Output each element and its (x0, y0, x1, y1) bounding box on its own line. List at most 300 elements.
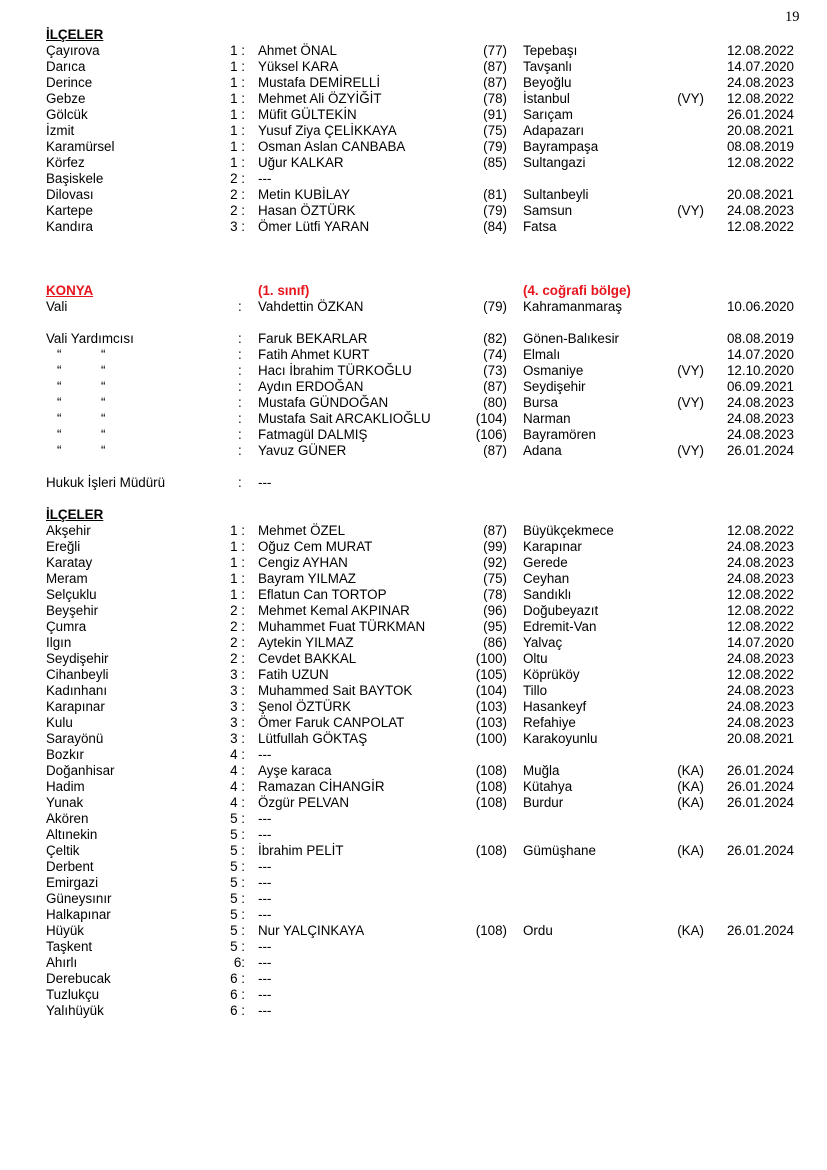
governor-label: Vali (46, 299, 68, 314)
previous-post: Sultanbeyli (523, 187, 589, 202)
term-number: (108) (475, 923, 507, 938)
governor-name: Müfit GÜLTEKİN (258, 107, 357, 122)
district-name: Hadim (46, 779, 85, 794)
previous-post: Ceyhan (523, 571, 570, 586)
district-rank: 3 : (230, 731, 245, 746)
appointment-date: 12.08.2022 (726, 523, 794, 538)
appointment-date: 12.08.2022 (726, 667, 794, 682)
district-rank: 5 : (230, 843, 245, 858)
table-row (0, 587, 827, 603)
district-name: Ilgın (46, 635, 72, 650)
district-rank: 3 : (230, 667, 245, 682)
term-number: (86) (483, 635, 507, 650)
term-number: (77) (483, 43, 507, 58)
governor-date: 10.06.2020 (726, 299, 794, 314)
governor-name: Uğur KALKAR (258, 155, 344, 170)
konya-districts-section (0, 507, 827, 1019)
table-row (0, 219, 827, 235)
table-row (0, 379, 827, 395)
previous-post: Karakoyunlu (523, 731, 598, 746)
previous-post: Narman (523, 411, 571, 426)
deputy-name: Mustafa Sait ARCAKLIOĞLU (258, 411, 431, 426)
district-rank: 3 : (230, 683, 245, 698)
appointment-date: 24.08.2023 (726, 555, 794, 570)
term-number: (104) (475, 411, 507, 426)
table-row (0, 763, 827, 779)
district-name: Sarayönü (46, 731, 104, 746)
governor-name: Oğuz Cem MURAT (258, 539, 373, 554)
deputy-colon: : (238, 347, 242, 362)
district-rank: 5 : (230, 891, 245, 906)
table-row (0, 523, 827, 539)
previous-post: Ordu (523, 923, 553, 938)
appointment-date: 08.08.2019 (726, 331, 794, 346)
status-code: (VY) (677, 395, 704, 410)
table-row (0, 347, 827, 363)
district-rank: 2 : (230, 651, 245, 666)
previous-post: Osmaniye (523, 363, 584, 378)
term-number: (92) (483, 555, 507, 570)
appointment-date: 12.08.2022 (726, 587, 794, 602)
district-name: Ahırlı (46, 955, 78, 970)
status-code: (VY) (677, 203, 704, 218)
kocaeli-districts-section (0, 27, 827, 235)
appointment-date: 24.08.2023 (726, 75, 794, 90)
district-name: Kulu (46, 715, 73, 730)
table-row (0, 539, 827, 555)
district-rank: 1 : (230, 59, 245, 74)
previous-post: Sandıklı (523, 587, 572, 602)
status-code: (KA) (677, 923, 704, 938)
governor-name: Cevdet BAKKAL (258, 651, 357, 666)
term-number: (104) (475, 683, 507, 698)
governor-name: Muhammed Sait BAYTOK (258, 683, 413, 698)
governor-name: --- (258, 955, 272, 970)
table-row (0, 187, 827, 203)
district-name: Derebucak (46, 971, 111, 986)
term-number: (87) (483, 59, 507, 74)
term-number: (85) (483, 155, 507, 170)
governor-num: (79) (483, 299, 507, 314)
previous-post: Seydişehir (523, 379, 586, 394)
table-row (0, 395, 827, 411)
ditto-mark: “ (57, 363, 62, 378)
previous-post: Adana (523, 443, 562, 458)
table-row (0, 443, 827, 459)
appointment-date: 14.07.2020 (726, 59, 794, 74)
governor-name: Ömer Faruk CANPOLAT (258, 715, 405, 730)
status-code: (VY) (677, 91, 704, 106)
term-number: (108) (475, 763, 507, 778)
page-number: 19 (785, 9, 800, 25)
status-code: (KA) (677, 843, 704, 858)
appointment-date: 24.08.2023 (726, 539, 794, 554)
appointment-date: 26.01.2024 (726, 107, 794, 122)
previous-post: Beyoğlu (523, 75, 572, 90)
appointment-date: 24.08.2023 (726, 651, 794, 666)
kocaeli-districts-heading: İLÇELER (46, 27, 104, 42)
appointment-date: 06.09.2021 (726, 379, 794, 394)
term-number: (108) (475, 843, 507, 858)
term-number: (75) (483, 123, 507, 138)
district-name: Taşkent (46, 939, 93, 954)
term-number: (103) (475, 699, 507, 714)
term-number: (78) (483, 587, 507, 602)
table-row (0, 411, 827, 427)
previous-post: Burdur (523, 795, 564, 810)
table-row (0, 891, 827, 907)
district-rank: 5 : (230, 907, 245, 922)
appointment-date: 12.08.2022 (726, 619, 794, 634)
ditto-mark: “ (101, 427, 106, 442)
table-row (0, 843, 827, 859)
district-rank: 6 : (230, 971, 245, 986)
appointment-date: 26.01.2024 (726, 779, 794, 794)
governor-name: Ramazan CİHANGİR (258, 779, 385, 794)
previous-post: Tavşanlı (523, 59, 573, 74)
term-number: (95) (483, 619, 507, 634)
appointment-date: 26.01.2024 (726, 795, 794, 810)
appointment-date: 20.08.2021 (726, 187, 794, 202)
deputy-name: Yavuz GÜNER (258, 443, 347, 458)
term-number: (87) (483, 443, 507, 458)
previous-post: Bayramören (523, 427, 596, 442)
table-row (0, 907, 827, 923)
previous-post: İstanbul (523, 91, 570, 106)
term-number: (100) (475, 651, 507, 666)
district-rank: 5 : (230, 875, 245, 890)
governor-name: --- (258, 859, 272, 874)
table-row (0, 107, 827, 123)
governor-person: Vahdettin ÖZKAN (258, 299, 364, 314)
district-rank: 5 : (230, 827, 245, 842)
table-row (0, 715, 827, 731)
appointment-date: 14.07.2020 (726, 635, 794, 650)
governor-name: --- (258, 971, 272, 986)
table-row (0, 331, 827, 347)
governor-name: --- (258, 747, 272, 762)
ditto-mark: “ (101, 347, 106, 362)
appointment-date: 20.08.2021 (726, 731, 794, 746)
term-number: (81) (483, 187, 507, 202)
status-code: (VY) (677, 363, 704, 378)
table-row (0, 91, 827, 107)
previous-post: Elmalı (523, 347, 561, 362)
governor-place: Kahramanmaraş (523, 299, 622, 314)
district-rank: 4 : (230, 779, 245, 794)
previous-post: Köprüköy (523, 667, 580, 682)
district-name: Güneysınır (46, 891, 112, 906)
previous-post: Karapınar (523, 539, 582, 554)
konya-region: (4. coğrafi bölge) (523, 283, 631, 298)
table-row (0, 155, 827, 171)
governor-name: Bayram YILMAZ (258, 571, 356, 586)
appointment-date: 24.08.2023 (726, 683, 794, 698)
previous-post: Tepebaşı (523, 43, 578, 58)
ditto-mark: “ (57, 443, 62, 458)
deputy-name: Fatmagül DALMIŞ (258, 427, 368, 442)
district-name: Altınekin (46, 827, 98, 842)
table-row (0, 1003, 827, 1019)
previous-post: Tillo (523, 683, 548, 698)
district-name: İzmit (46, 123, 75, 138)
term-number: (75) (483, 571, 507, 586)
table-row (0, 171, 827, 187)
table-row (0, 827, 827, 843)
district-rank: 4 : (230, 763, 245, 778)
previous-post: Adapazarı (523, 123, 585, 138)
governor-name: Lütfullah GÖKTAŞ (258, 731, 368, 746)
district-name: Yalıhüyük (46, 1003, 104, 1018)
konya-districts-heading: İLÇELER (46, 507, 104, 522)
term-number: (99) (483, 539, 507, 554)
term-number: (79) (483, 203, 507, 218)
district-rank: 1 : (230, 555, 245, 570)
appointment-date: 08.08.2019 (726, 139, 794, 154)
deputy-name: Faruk BEKARLAR (258, 331, 368, 346)
appointment-date: 24.08.2023 (726, 571, 794, 586)
kocaeli-district-list (0, 43, 827, 235)
district-rank: 1 : (230, 587, 245, 602)
governor-name: --- (258, 907, 272, 922)
district-rank: 6: (233, 955, 245, 970)
term-number: (74) (483, 347, 507, 362)
governor-name: Metin KUBİLAY (258, 187, 351, 202)
district-rank: 4 : (230, 747, 245, 762)
district-rank: 1 : (230, 523, 245, 538)
term-number: (87) (483, 379, 507, 394)
previous-post: Gönen-Balıkesir (523, 331, 620, 346)
district-name: Karatay (46, 555, 93, 570)
governor-name: Mehmet Ali ÖZYİĞİT (258, 91, 382, 106)
previous-post: Edremit-Van (523, 619, 597, 634)
term-number: (100) (475, 731, 507, 746)
governor-name: Ahmet ÖNAL (258, 43, 337, 58)
deputy-colon: : (238, 443, 242, 458)
district-rank: 3 : (230, 715, 245, 730)
governor-name: İbrahim PELİT (258, 843, 344, 858)
term-number: (106) (475, 427, 507, 442)
governor-name: Ömer Lütfi YARAN (258, 219, 370, 234)
table-row (0, 571, 827, 587)
table-row (0, 59, 827, 75)
term-number: (96) (483, 603, 507, 618)
district-name: Yunak (46, 795, 84, 810)
district-name: Emirgazi (46, 875, 99, 890)
district-name: Karapınar (46, 699, 105, 714)
appointment-date: 12.08.2022 (726, 91, 794, 106)
governor-name: --- (258, 891, 272, 906)
district-name: Beyşehir (46, 603, 99, 618)
deputy-name: Mustafa GÜNDOĞAN (258, 395, 389, 410)
district-name: Ereğli (46, 539, 81, 554)
governor-name: Şenol ÖZTÜRK (258, 699, 352, 714)
district-rank: 1 : (230, 139, 245, 154)
governor-row (0, 299, 827, 315)
appointment-date: 12.08.2022 (726, 603, 794, 618)
appointment-date: 24.08.2023 (726, 203, 794, 218)
table-row (0, 699, 827, 715)
table-row (0, 75, 827, 91)
legal-affairs-person: --- (258, 475, 272, 490)
appointment-date: 26.01.2024 (726, 763, 794, 778)
district-rank: 4 : (230, 795, 245, 810)
term-number: (91) (483, 107, 507, 122)
appointment-date: 14.07.2020 (726, 347, 794, 362)
governor-name: --- (258, 811, 272, 826)
governor-name: Mehmet Kemal AKPINAR (258, 603, 410, 618)
previous-post: Oltu (523, 651, 548, 666)
table-row (0, 747, 827, 763)
status-code: (KA) (677, 779, 704, 794)
ditto-mark: “ (57, 411, 62, 426)
term-number: (103) (475, 715, 507, 730)
deputy-name: Aydın ERDOĞAN (258, 379, 364, 394)
district-name: Derbent (46, 859, 94, 874)
previous-post: Hasankeyf (523, 699, 587, 714)
appointment-date: 24.08.2023 (726, 699, 794, 714)
term-number: (73) (483, 363, 507, 378)
district-name: Hüyük (46, 923, 84, 938)
appointment-date: 24.08.2023 (726, 715, 794, 730)
konya-district-list (0, 523, 827, 1019)
status-code: (KA) (677, 763, 704, 778)
district-name: Başiskele (46, 171, 104, 186)
status-code: (VY) (677, 443, 704, 458)
table-row (0, 363, 827, 379)
section-heading-row (0, 507, 827, 523)
konya-title: KONYA (46, 283, 94, 298)
previous-post: Bayrampaşa (523, 139, 599, 154)
district-name: Cihanbeyli (46, 667, 109, 682)
district-rank: 1 : (230, 107, 245, 122)
governor-name: Mustafa DEMİRELLİ (258, 75, 381, 90)
term-number: (80) (483, 395, 507, 410)
deputy-name: Hacı İbrahim TÜRKOĞLU (258, 363, 412, 378)
appointment-date: 12.10.2020 (726, 363, 794, 378)
ditto-mark: “ (101, 363, 106, 378)
deputy-governor-list (0, 331, 827, 459)
district-name: Kartepe (46, 203, 93, 218)
district-rank: 2 : (230, 619, 245, 634)
table-row (0, 635, 827, 651)
governor-name: --- (258, 1003, 272, 1018)
term-number: (87) (483, 523, 507, 538)
table-row (0, 795, 827, 811)
table-row (0, 923, 827, 939)
governor-name: --- (258, 939, 272, 954)
table-row (0, 43, 827, 59)
district-rank: 1 : (230, 155, 245, 170)
table-row (0, 971, 827, 987)
ditto-mark: “ (57, 347, 62, 362)
district-name: Çayırova (46, 43, 100, 58)
district-name: Körfez (46, 155, 85, 170)
district-rank: 5 : (230, 859, 245, 874)
table-row (0, 939, 827, 955)
district-name: Tuzlukçu (46, 987, 100, 1002)
table-row (0, 427, 827, 443)
governor-name: --- (258, 827, 272, 842)
district-rank: 1 : (230, 91, 245, 106)
district-name: Kandıra (46, 219, 93, 234)
district-name: Akşehir (46, 523, 91, 538)
legal-affairs-label: Hukuk İşleri Müdürü (46, 475, 166, 490)
previous-post: Fatsa (523, 219, 557, 234)
previous-post: Sarıçam (523, 107, 573, 122)
district-name: Darıca (46, 59, 86, 74)
district-rank: 1 : (230, 43, 245, 58)
district-rank: 2 : (230, 635, 245, 650)
district-rank: 2 : (230, 171, 245, 186)
table-row (0, 667, 827, 683)
table-row (0, 731, 827, 747)
governor-name: Ayşe karaca (258, 763, 332, 778)
previous-post: Gerede (523, 555, 568, 570)
district-rank: 6 : (230, 987, 245, 1002)
governor-name: Muhammet Fuat TÜRKMAN (258, 619, 426, 634)
term-number: (108) (475, 795, 507, 810)
previous-post: Doğubeyazıt (523, 603, 599, 618)
previous-post: Sultangazi (523, 155, 586, 170)
table-row (0, 603, 827, 619)
governor-name: Nur YALÇINKAYA (258, 923, 365, 938)
district-name: Halkapınar (46, 907, 111, 922)
governor-name: Aytekin YILMAZ (258, 635, 354, 650)
governor-name: Eflatun Can TORTOP (258, 587, 387, 602)
legal-affairs-row (0, 475, 827, 491)
term-number: (84) (483, 219, 507, 234)
district-rank: 1 : (230, 539, 245, 554)
appointment-date: 12.08.2022 (726, 43, 794, 58)
deputy-colon: : (238, 379, 242, 394)
previous-post: Samsun (523, 203, 573, 218)
table-row (0, 123, 827, 139)
deputy-colon: : (238, 363, 242, 378)
table-row (0, 683, 827, 699)
governor-name: Yusuf Ziya ÇELİKKAYA (258, 123, 397, 138)
konya-section (0, 283, 827, 315)
governor-name: Hasan ÖZTÜRK (258, 203, 356, 218)
konya-class: (1. sınıf) (258, 283, 310, 298)
deputy-governor-label: Vali Yardımcısı (46, 331, 134, 346)
district-rank: 5 : (230, 939, 245, 954)
table-row (0, 651, 827, 667)
table-row (0, 619, 827, 635)
district-rank: 5 : (230, 923, 245, 938)
district-name: Çeltik (46, 843, 80, 858)
district-rank: 2 : (230, 603, 245, 618)
section-heading-row (0, 27, 827, 43)
ditto-mark: “ (101, 411, 106, 426)
district-name: Gebze (46, 91, 86, 106)
table-row (0, 203, 827, 219)
district-rank: 2 : (230, 187, 245, 202)
table-row (0, 779, 827, 795)
appointment-date: 12.08.2022 (726, 219, 794, 234)
ditto-mark: “ (57, 395, 62, 410)
governor-name: Yüksel KARA (258, 59, 339, 74)
governor-name: Fatih UZUN (258, 667, 329, 682)
governor-name: Özgür PELVAN (258, 795, 350, 810)
appointment-date: 20.08.2021 (726, 123, 794, 138)
district-name: Meram (46, 571, 88, 586)
legal-affairs-colon: : (238, 475, 242, 490)
table-row (0, 555, 827, 571)
appointment-date: 24.08.2023 (726, 427, 794, 442)
appointment-date: 26.01.2024 (726, 843, 794, 858)
previous-post: Gümüşhane (523, 843, 596, 858)
